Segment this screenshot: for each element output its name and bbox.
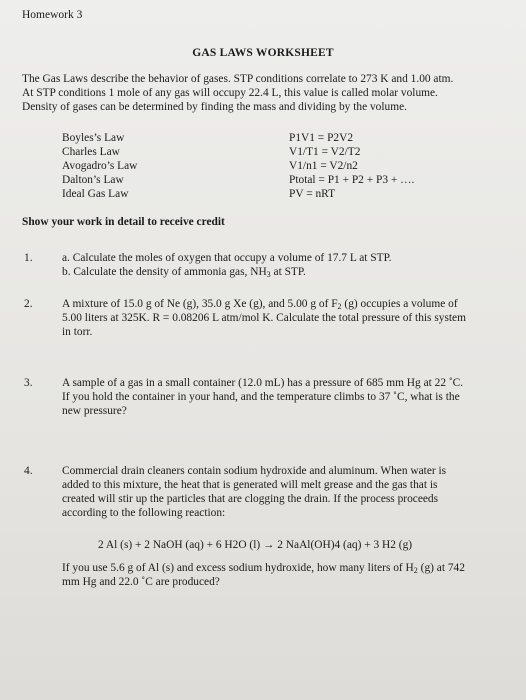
text-run: at STP. <box>270 266 306 278</box>
question-line: created will stir up the particles that are clogging the drain. If the process proceeds <box>62 493 439 505</box>
worksheet-title: GAS LAWS WORKSHEET <box>192 47 334 59</box>
text-run: (g) occupies a volume of <box>341 298 458 310</box>
subscript: 2 <box>413 566 418 575</box>
law-formula: V1/T1 = V2/T2 <box>289 146 361 158</box>
question-line: in torr. <box>62 326 93 338</box>
question-4-number: 4. <box>24 465 33 477</box>
question-line: according to the following reaction: <box>62 507 226 519</box>
law-name: Charles Law <box>62 146 120 158</box>
question-line <box>62 297 510 311</box>
homework-label: Homework 3 <box>22 9 83 21</box>
intro-line: At STP conditions 1 mole of any gas will occupy 22.4 L, this value is called molar volume. <box>22 87 438 99</box>
subscript: 3 <box>266 270 271 279</box>
text-run: If you use 5.6 g of Al (s) and excess sodium hydroxide, how many liters of H <box>62 562 414 574</box>
question-line: Commercial drain cleaners contain sodium hydroxide and aluminum. When water is <box>62 465 447 477</box>
law-row-ideal-gas <box>62 187 482 201</box>
law-formula: Ptotal = P1 + P2 + P3 + …. <box>289 174 415 186</box>
question-2-text <box>62 297 510 339</box>
intro-paragraph <box>22 72 504 114</box>
law-row-dalton <box>62 173 482 187</box>
question-1-number: 1. <box>24 252 33 264</box>
question-3-number: 3. <box>24 377 33 389</box>
intro-line: Density of gases can be determined by finding the mass and dividing by the volume. <box>22 101 407 113</box>
law-formula: V1/n1 = V2/n2 <box>289 160 358 172</box>
law-row-avogadro <box>62 159 482 173</box>
law-formula: PV = nRT <box>289 188 336 200</box>
text-run: b. Calculate the density of ammonia gas, NH <box>62 266 267 278</box>
question-line: If you hold the container in your hand, and the temperature climbs to 37 ˚C, what is the <box>62 391 460 403</box>
question-4-text <box>62 464 510 520</box>
question-4-ask <box>62 561 508 589</box>
question-line: mm Hg and 22.0 ˚C are produced? <box>62 576 220 588</box>
law-name: Avogadro’s Law <box>62 160 138 172</box>
question-line: 5.00 liters at 325K. R = 0.08206 L atm/mol K. Calculate the total pressure of this system <box>62 312 466 324</box>
law-name: Dalton’s Law <box>62 174 124 186</box>
law-row-charles <box>62 145 482 159</box>
intro-line: The Gas Laws describe the behavior of gases. STP conditions correlate to 273 K and 1.00 atm. <box>22 73 454 85</box>
gas-laws-list <box>62 131 482 201</box>
question-1-text <box>62 251 510 279</box>
law-name: Boyles’s Law <box>62 132 125 144</box>
subscript: 2 <box>337 302 342 311</box>
law-row-boyles <box>62 131 482 145</box>
law-formula: P1V1 = P2V2 <box>289 132 354 144</box>
question-1-part-b <box>62 265 510 279</box>
question-1-part-a: a. Calculate the moles of oxygen that occupy a volume of 17.7 L at STP. <box>62 252 392 264</box>
law-name: Ideal Gas Law <box>62 188 129 200</box>
text-run: A mixture of 15.0 g of Ne (g), 35.0 g Xe (g), and 5.00 g of F <box>62 298 338 310</box>
question-2-number: 2. <box>24 298 33 310</box>
reaction-equation: 2 Al (s) + 2 NaOH (aq) + 6 H2O (l) → 2 NaAl(OH)4 (aq) + 3 H2 (g) <box>98 539 413 551</box>
question-3-text <box>62 376 510 418</box>
question-line: added to this mixture, the heat that is generated will melt grease and the gas that is <box>62 479 438 491</box>
instructions-heading: Show your work in detail to receive credit <box>22 216 225 228</box>
text-run: (g) at 742 <box>417 562 465 574</box>
question-line: A sample of a gas in a small container (12.0 mL) has a pressure of 685 mm Hg at 22 ˚C. <box>62 377 464 389</box>
question-line <box>62 561 508 575</box>
question-line: new pressure? <box>62 405 127 417</box>
